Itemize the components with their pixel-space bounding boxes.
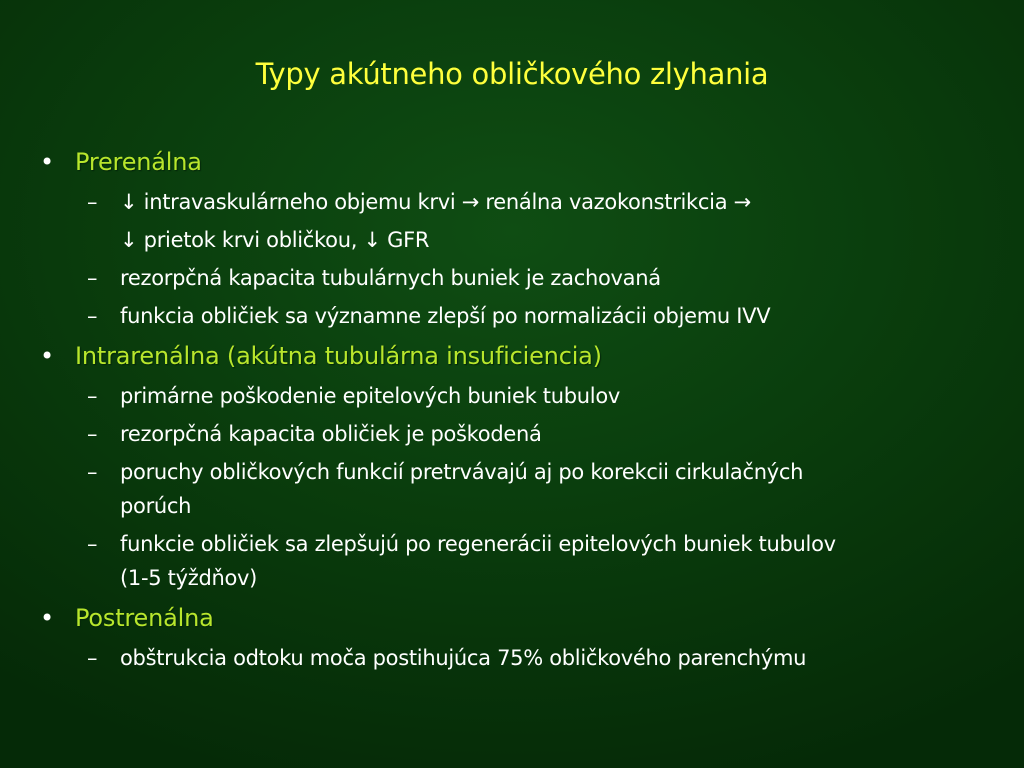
sub-bullet — [40, 417, 1000, 451]
bullet-icon: • — [40, 148, 54, 176]
sub-bullet-text: poruchy obličkových funkcií pretrvávajú aj po korekcii cirkulačných — [120, 460, 804, 484]
sub-bullet — [40, 379, 1000, 413]
bullet-prerenalna — [40, 143, 1000, 181]
sub-bullet-text: funkcia obličiek sa významne zlepší po normalizácii objemu IVV — [120, 304, 771, 328]
dash-icon: – — [87, 532, 98, 556]
bullet-heading: Postrenálna — [75, 604, 214, 632]
sub-bullet — [40, 641, 1000, 675]
sub-bullet-text: rezorpčná kapacita obličiek je poškodená — [120, 422, 542, 446]
sub-bullet-text: ↓ intravaskulárneho objemu krvi → renálna vazokonstrikcia → — [120, 190, 751, 214]
slide-content — [40, 143, 1000, 679]
dash-icon: – — [87, 266, 98, 290]
sub-bullet-text: ↓ prietok krvi obličkou, ↓ GFR — [120, 228, 430, 252]
bullet-intrarenalna — [40, 337, 1000, 375]
bullet-heading: Prerenálna — [75, 148, 202, 176]
slide-title: Typy akútneho obličkového zlyhania — [255, 57, 769, 91]
dash-icon: – — [87, 422, 98, 446]
dash-icon: – — [87, 646, 98, 670]
sub-bullet — [40, 299, 1000, 333]
sub-bullet-text: funkcie obličiek sa zlepšujú po regenerácii epitelových buniek tubulov — [120, 532, 836, 556]
sub-bullet-text: rezorpčná kapacita tubulárnych buniek je zachovaná — [120, 266, 661, 290]
dash-icon: – — [87, 460, 98, 484]
dash-icon: – — [87, 384, 98, 408]
sub-bullet-text: porúch — [120, 494, 192, 518]
bullet-heading: Intrarenálna (akútna tubulárna insuficiencia) — [75, 342, 602, 370]
sub-bullet-text: obštrukcia odtoku moča postihujúca 75% obličkového parenchýmu — [120, 646, 807, 670]
bullet-postrenalna — [40, 599, 1000, 637]
sub-bullet — [40, 455, 1000, 523]
bullet-icon: • — [40, 342, 54, 370]
sub-bullet — [40, 185, 1000, 257]
sub-bullet — [40, 261, 1000, 295]
bullet-icon: • — [40, 604, 54, 632]
dash-icon: – — [87, 190, 98, 214]
sub-bullet-text: primárne poškodenie epitelových buniek tubulov — [120, 384, 621, 408]
sub-bullet-text: (1-5 týždňov) — [120, 566, 258, 590]
sub-bullet — [40, 527, 1000, 595]
dash-icon: – — [87, 304, 98, 328]
